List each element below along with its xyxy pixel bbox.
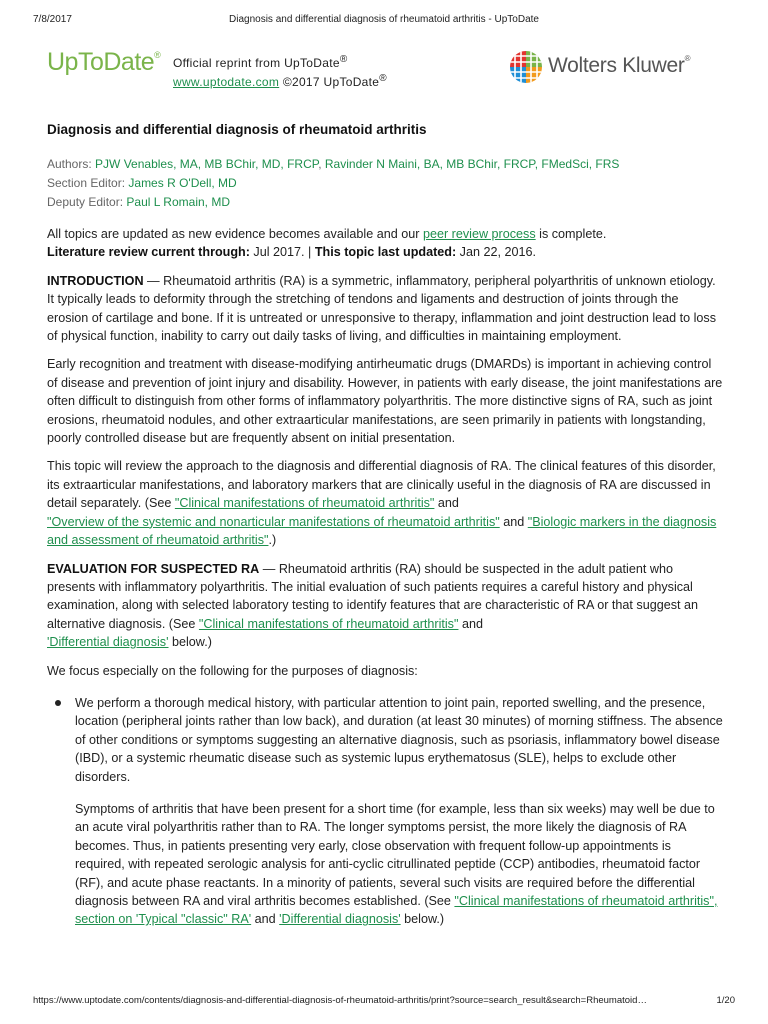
- link-clinical-manifestations-2[interactable]: "Clinical manifestations of rheumatoid arthritis": [198, 616, 459, 631]
- peer-review-link[interactable]: peer review process: [422, 227, 536, 241]
- link-typical-classic-ra[interactable]: "Clinical manifestations of rheumatoid arthritis", section on 'Typical "classic" RA': [75, 894, 718, 927]
- wolters-kluwer-logo: [509, 50, 705, 84]
- brand-row: [47, 48, 705, 92]
- author-link-maini[interactable]: Ravinder N Maini, BA, MB BChir, FRCP, FMedSci, FRS: [324, 157, 620, 171]
- reprint-line: Official reprint from UpToDate: [173, 56, 340, 70]
- evaluation-focus: We focus especially on the following for the purposes of diagnosis:: [47, 663, 418, 678]
- diagnosis-bullet-list: [47, 694, 723, 929]
- print-header: [33, 14, 735, 28]
- evaluation-heading: EVALUATION FOR SUSPECTED RA: [47, 561, 260, 576]
- intro-paragraph-1: INTRODUCTION — Rheumatoid arthritis (RA) is a symmetric, inflammatory, peripheral polyarthritis of unknown etiology. It typically leads to deformity through the stretching of tendons and ligaments and destruction of joints through the erosion of cartilage and bone. If it is untreated or unresponsive to therapy, inflammation and joint destruction lead to loss of physical function, inability to carry out daily tasks of living, and difficulties in maintaining employment.: [47, 273, 717, 344]
- link-differential-diagnosis[interactable]: 'Differential diagnosis': [47, 635, 169, 650]
- section-editor-link[interactable]: James R O'Dell, MD: [128, 176, 237, 190]
- print-date: 7/8/2017: [33, 14, 72, 25]
- print-page-title: Diagnosis and differential diagnosis of rheumatoid arthritis - UpToDate: [229, 14, 539, 25]
- evaluation-paragraph-1: EVALUATION FOR SUSPECTED RA — Rheumatoid arthritis (RA) should be suspected in the adult patient who presents with inflammatory polyarthritis. The initial evaluation of such patients requires a careful history and physical examination, along with selected laboratory testing to identify features that are characteristic of RA or that suggest an alternative diagnosis. (See "Clinical manifestations of rheumatoid arthritis" and 'Differential diagnosis' below.): [47, 561, 699, 650]
- section-editor-line: Section Editor: James R O'Dell, MD: [47, 176, 237, 190]
- link-biologic-markers[interactable]: "Biologic markers in the diagnosis and assessment of rheumatoid arthritis": [47, 514, 717, 548]
- intro-paragraph-3: This topic will review the approach to the diagnosis and differential diagnosis of RA. The clinical features of this disorder, its extraarticular manifestations, and laboratory markers that are clinically useful in the diagnosis of RA are discussed in detail separately. (See "Clinical manifestations of rheumatoid arthritis" and "Overview of the systemic and nonarticular manifestations of rheumatoid arthritis" and "Biologic markers in the diagnosis and assessment of rheumatoid arthritis".): [47, 459, 717, 548]
- intro-paragraph-2: Early recognition and treatment with disease-modifying antirheumatic drugs (DMARDs) is important in achieving control of disease and prevention of joint injury and disability. However, in patients with early disease, the joint manifestations are often difficult to distinguish from other forms of inflammatory polyarthritis. The more distinctive signs of RA, such as joint erosions, rheumatoid nodules, and other extraarticular manifestations, are seen primarily in patients with longstanding, poorly controlled disease but are frequently absent on initial presentation.: [47, 357, 723, 446]
- bullet-icon: [55, 700, 61, 706]
- link-differential-diagnosis-2[interactable]: 'Differential diagnosis': [279, 912, 401, 927]
- page-number: 1/20: [716, 995, 735, 1006]
- deputy-editor-line: Deputy Editor: Paul L Romain, MD: [47, 195, 230, 209]
- author-link-venables[interactable]: PJW Venables, MA, MB BChir, MD, FRCP: [95, 157, 319, 171]
- wolters-kluwer-globe-icon: [509, 50, 543, 84]
- authors-line: Authors: PJW Venables, MA, MB BChir, MD, FRCP, Ravinder N Maini, BA, MB BChir, FRCP, FMedSci, FRS: [47, 157, 620, 171]
- copyright-text: ©2017 UpToDate: [282, 75, 380, 89]
- list-item: [75, 694, 723, 929]
- bullet-history-subparagraph: Symptoms of arthritis that have been present for a short time (for example, less than six weeks) may well be due to an acute viral polyarthritis rather than to RA. The longer symptoms persist, the more likely the diagnosis of RA becomes. Thus, in patients presenting very early, close observation with frequent follow-up appointments is required, with repeated serologic analysis for anti-cyclic citrullinated peptide (CCP) antibodies, rheumatoid factor (RF), and acute phase reactants. In a minority of patients, several such visits are required before the differential diagnosis between RA and viral arthritis becomes established. (See "Clinical manifestations of rheumatoid arthritis", section on 'Typical "classic" RA' and 'Differential diagnosis' below.): [75, 801, 718, 927]
- update-notice: All topics are updated as new evidence becomes available and our peer review process is complete. Literature review current through: Jul 2017. | This topic last updated: Jan 22, 2016.: [47, 227, 607, 260]
- link-systemic-overview[interactable]: "Overview of the systemic and nonarticular manifestations of rheumatoid arthritis": [47, 514, 500, 529]
- reprint-notice: Official reprint from UpToDate® www.uptodate.com ©2017 UpToDate®: [173, 54, 387, 89]
- link-clinical-manifestations[interactable]: "Clinical manifestations of rheumatoid arthritis": [174, 496, 435, 511]
- uptodate-logo: UpToDate®: [47, 48, 161, 76]
- article-title: Diagnosis and differential diagnosis of rheumatoid arthritis: [47, 122, 427, 137]
- intro-heading: INTRODUCTION: [47, 273, 144, 288]
- uptodate-site-link[interactable]: www.uptodate.com: [173, 75, 280, 89]
- deputy-editor-link[interactable]: Paul L Romain, MD: [126, 195, 230, 209]
- print-footer: [33, 995, 735, 1009]
- print-url: https://www.uptodate.com/contents/diagnosis-and-differential-diagnosis-of-rheumatoid-arthritis/print?source=search_result&search=Rheumatoid…: [33, 995, 647, 1006]
- article-meta: [47, 155, 723, 212]
- bullet-history-text: We perform a thorough medical history, with particular attention to joint pain, reported swelling, and the presence, location (peripheral joints rather than low back), and duration (at least 30 minutes) of morning stiffness. The absence of other conditions or symptoms suggesting an alternative diagnosis, such as psoriasis, inflammatory bowel disease (IBD), or a systemic rheumatic disease such as systemic lupus erythematosus (SLE), helps to exclude other disorders.: [75, 695, 723, 784]
- publisher-name: Wolters Kluwer®: [548, 54, 691, 77]
- article-content: [47, 122, 723, 929]
